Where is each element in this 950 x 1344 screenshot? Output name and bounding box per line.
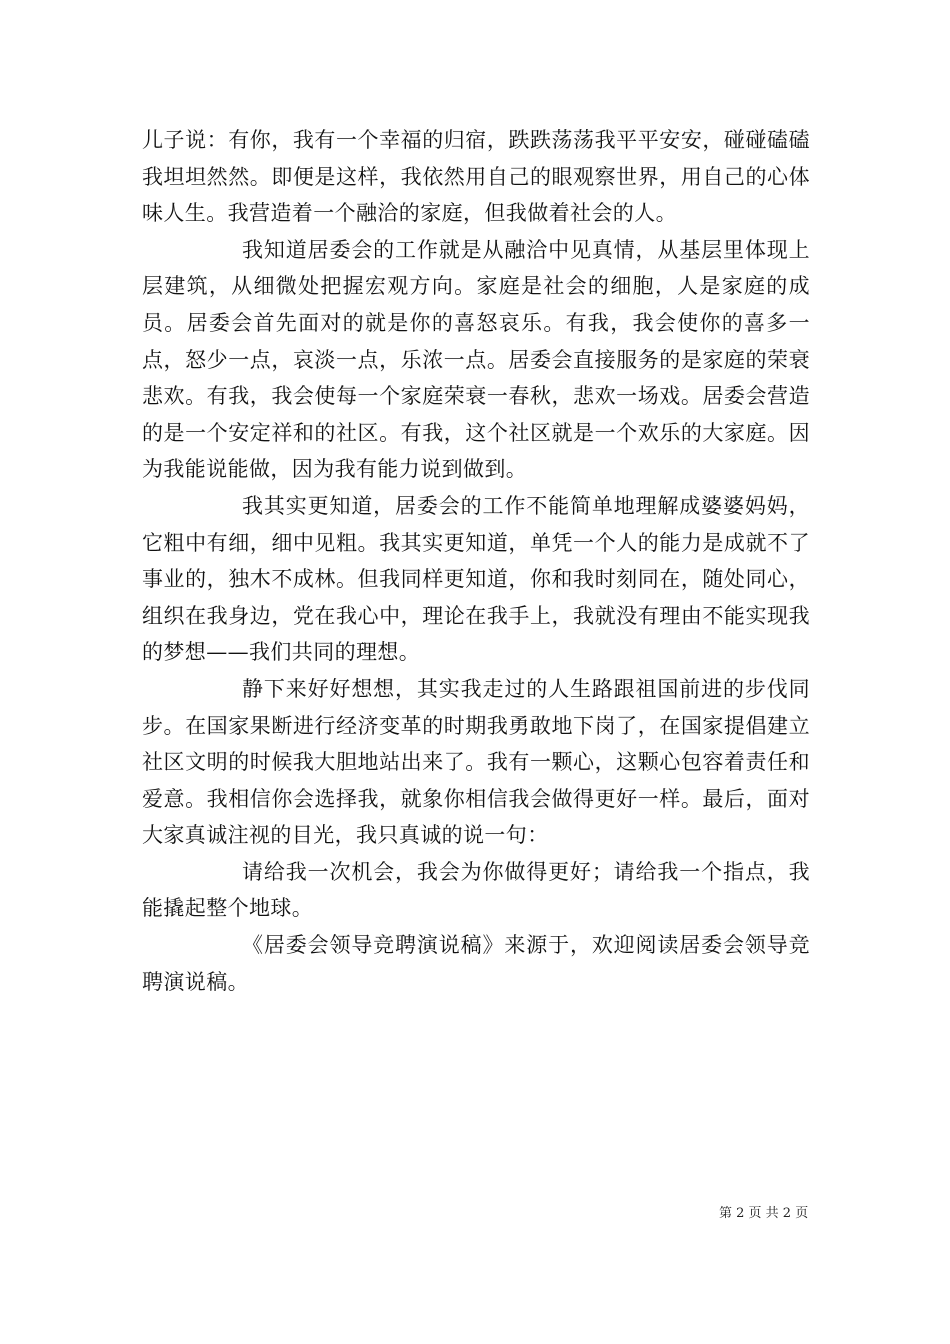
document-body [142,122,810,1000]
paragraph-2: 我知道居委会的工作就是从融洽中见真情，从基层里体现上层建筑，从细微处把握宏观方向。家庭是社会的细胞，人是家庭的成员。居委会首先面对的就是你的喜怒哀乐。有我，我会使你的喜多一点，怒少一点，哀淡一点，乐浓一点。居委会直接服务的是家庭的荣衰悲欢。有我，我会使每一个家庭荣衰一春秋，悲欢一场戏。居委会营造的是一个安定祥和的社区。有我，这个社区就是一个欢乐的大家庭。因为我能说能做，因为我有能力说到做到。 [142,237,810,482]
paragraph-6: 《居委会领导竞聘演说稿》来源于，欢迎阅读居委会领导竞聘演说稿。 [142,933,810,994]
paragraph-5: 请给我一次机会，我会为你做得更好；请给我一个指点，我能撬起整个地球。 [142,859,810,921]
paragraph-1: 儿子说：有你，我有一个幸福的归宿，跌跌荡荡我平平安安，碰碰磕磕我坦坦然然。即便是这样，我依然用自己的眼观察世界，用自己的心体味人生。我营造着一个融洽的家庭，但我做着社会的人。 [142,128,810,226]
page-number: 第 2 页 共 2 页 [719,1206,809,1221]
paragraph-3: 我其实更知道，居委会的工作不能简单地理解成婆婆妈妈，它粗中有细，细中见粗。我其实更知道，单凭一个人的能力是成就不了事业的，独木不成林。但我同样更知道，你和我时刻同在，随处同心，组织在我身边，党在我心中，理论在我手上，我就没有理由不能实现我的梦想——我们共同的理想。 [142,493,810,665]
paragraph-4: 静下来好好想想，其实我走过的人生路跟祖国前进的步伐同步。在国家果断进行经济变革的时期我勇敢地下岗了，在国家提倡建立社区文明的时候我大胆地站出来了。我有一颗心，这颗心包容着责任和爱意。我相信你会选择我，就象你相信我会做得更好一样。最后，面对大家真诚注视的目光，我只真诚的说一句： [142,676,810,848]
